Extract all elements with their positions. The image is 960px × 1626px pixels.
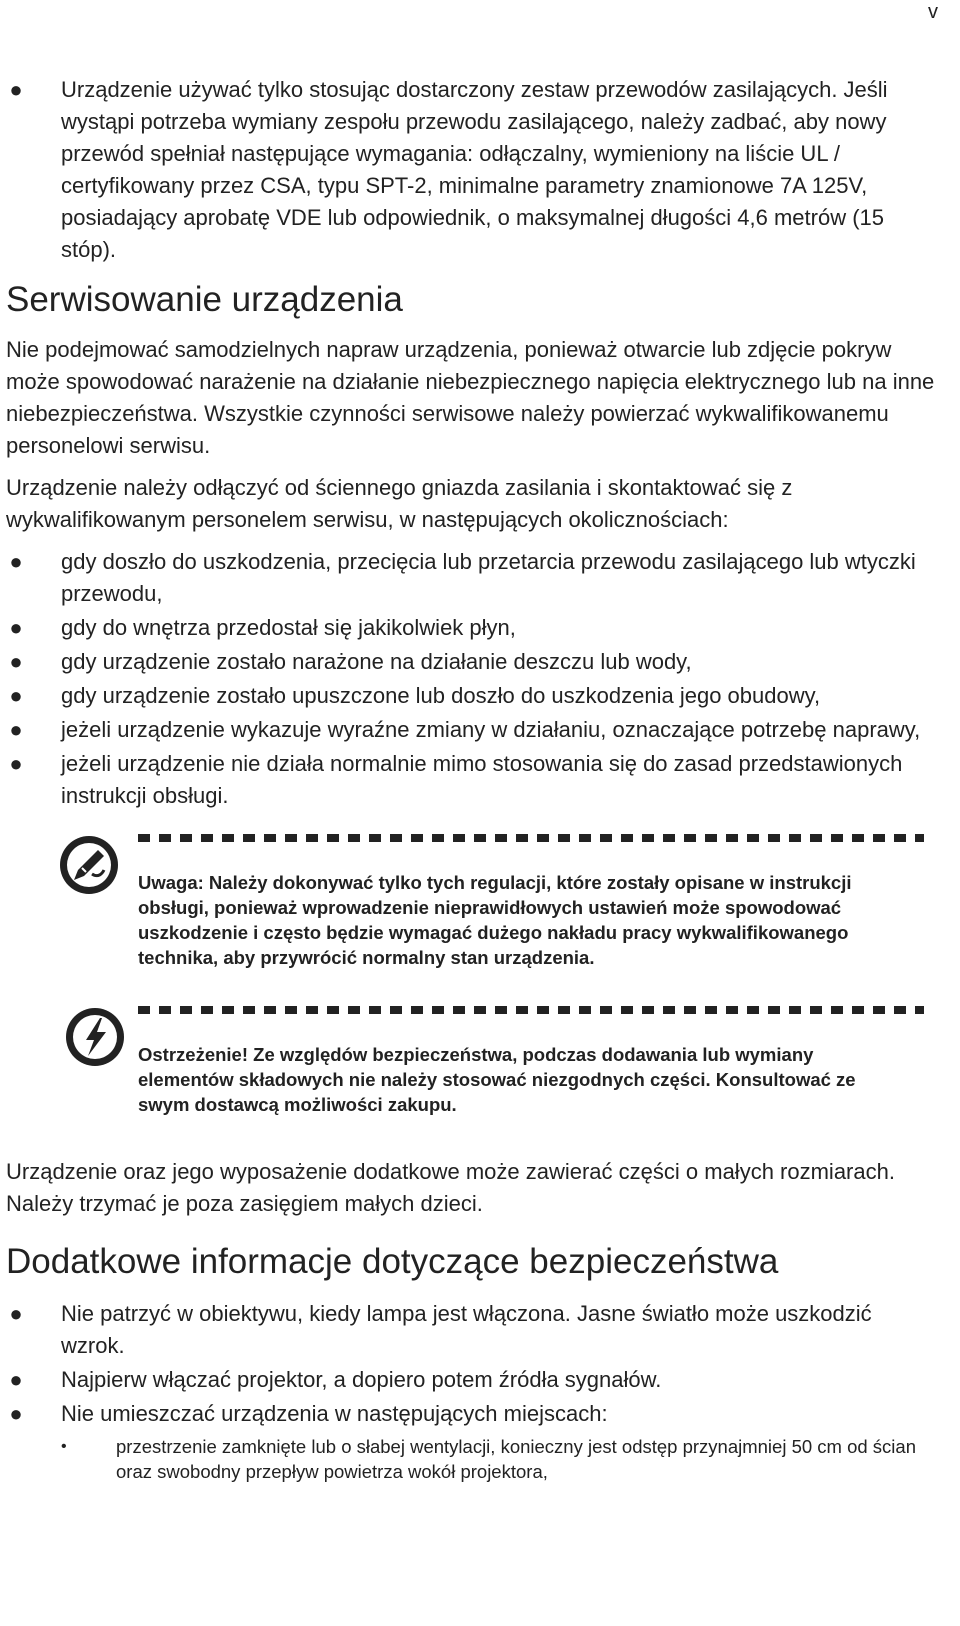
note-text: Uwaga: Należy dokonywać tylko tych regulacji, które zostały opisane w instrukcji obsługi, ponieważ wprowadzenie nieprawidłowych ustawień może spowodować uszkodzenie i często będzie wymagać dużego nakładu pracy wykwalifikowanego technika, aby przywrócić normalny stan urządzenia. — [138, 872, 852, 968]
list-item — [6, 680, 936, 712]
paragraph: Nie podejmować samodzielnych napraw urządzenia, ponieważ otwarcie lub zdjęcie pokryw może spowodować narażenie na działanie niebezpiecznego napięcia elektrycznego lub na inne niebezpieczeństwa. Wszystkie czynności serwisowe należy powierzać wykwalifikowanemu personelowi serwisu. — [6, 337, 935, 458]
intro-list — [6, 74, 936, 266]
warning-box — [6, 1006, 936, 1136]
placement-sublist — [6, 1434, 936, 1484]
additional-safety-list — [6, 1298, 936, 1430]
service-conditions-list — [6, 546, 936, 812]
note-box — [6, 834, 936, 984]
list-item-text: gdy do wnętrza przedostał się jakikolwiek płyn, — [61, 615, 516, 640]
paragraph: Urządzenie należy odłączyć od ściennego gniazda zasilania i skontaktować się z wykwalifikowanym personelem serwisu, w następujących okolicznościach: — [6, 475, 793, 532]
paragraph: Urządzenie oraz jego wyposażenie dodatkowe może zawierać części o małych rozmiarach. Należy trzymać je poza zasięgiem małych dzieci. — [6, 1159, 895, 1216]
page-number: v — [928, 1, 938, 23]
list-item-text: Nie patrzyć w obiektywu, kiedy lampa jest włączona. Jasne światło może uszkodzić wzrok. — [61, 1301, 872, 1358]
bullet-icon: ● — [9, 717, 23, 742]
sub-list-item-text: przestrzenie zamknięte lub o słabej wentylacji, konieczny jest odstęp przynajmniej 50 cm od ścian oraz swobodny przepływ powietrza wokół projektora, — [116, 1436, 916, 1482]
section-heading-additional-safety: Dodatkowe informacje dotyczące bezpieczeństwa — [6, 1242, 779, 1281]
list-item-text: jeżeli urządzenie nie działa normalnie mimo stosowania się do zasad przedstawionych instrukcji obsługi. — [61, 751, 903, 808]
list-item — [6, 546, 936, 610]
bullet-icon: ● — [9, 549, 23, 574]
list-item — [6, 1364, 936, 1396]
list-item — [6, 1298, 936, 1362]
sub-list-item — [6, 1434, 936, 1484]
section-heading-servicing: Serwisowanie urządzenia — [6, 280, 403, 319]
small-bullet-icon: • — [61, 1438, 67, 1455]
list-item — [6, 74, 936, 266]
list-item-text: Najpierw włączać projektor, a dopiero potem źródła sygnałów. — [61, 1367, 662, 1392]
list-item-text: jeżeli urządzenie wykazuje wyraźne zmiany w działaniu, oznaczające potrzebę naprawy, — [61, 717, 921, 742]
list-item — [6, 1398, 936, 1430]
bullet-icon: ● — [9, 1367, 23, 1392]
list-item — [6, 612, 936, 644]
note-divider — [138, 834, 924, 842]
list-item — [6, 646, 936, 678]
list-item-text: gdy urządzenie zostało upuszczone lub doszło do uszkodzenia jego obudowy, — [61, 683, 821, 708]
bullet-icon: ● — [9, 1301, 23, 1326]
warning-bolt-icon — [64, 1006, 126, 1068]
note-pen-icon — [58, 834, 120, 896]
list-item-text: Urządzenie używać tylko stosując dostarczony zestaw przewodów zasilających. Jeśli wystąpi potrzeba wymiany zespołu przewodu zasilającego, należy zadbać, aby nowy przewód spełniał następujące wymagania: odłączalny, wymieniony na liście UL / certyfikowany przez CSA, typu SPT-2, minimalne parametry znamionowe 7A 125V, posiadający aprobatę VDE lub odpowiednik, o maksymalnej długości 4,6 metrów (15 stóp). — [61, 77, 888, 262]
warning-text: Ostrzeżenie! Ze względów bezpieczeństwa, podczas dodawania lub wymiany elementów składowych nie należy stosować niezgodnych części. Konsultować ze swym dostawcą możliwości zakupu. — [138, 1044, 856, 1115]
document-content — [6, 74, 936, 1484]
bullet-icon: ● — [9, 649, 23, 674]
bullet-icon: ● — [9, 615, 23, 640]
list-item-text: Nie umieszczać urządzenia w następujących miejscach: — [61, 1401, 608, 1426]
list-item-text: gdy urządzenie zostało narażone na działanie deszczu lub wody, — [61, 649, 692, 674]
bullet-icon: ● — [9, 683, 23, 708]
list-item-text: gdy doszło do uszkodzenia, przecięcia lub przetarcia przewodu zasilającego lub wtyczki przewodu, — [61, 549, 916, 606]
list-item — [6, 748, 936, 812]
bullet-icon: ● — [9, 77, 23, 102]
list-item — [6, 714, 936, 746]
bullet-icon: ● — [9, 751, 23, 776]
warning-divider — [138, 1006, 924, 1014]
bullet-icon: ● — [9, 1401, 23, 1426]
